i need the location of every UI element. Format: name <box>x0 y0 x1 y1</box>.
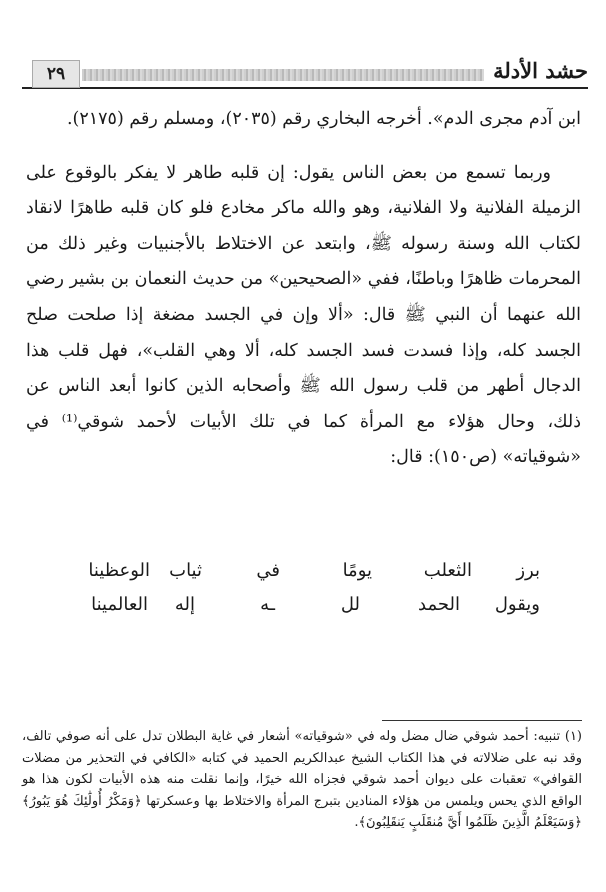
poem-word: يومًا <box>342 560 372 581</box>
poem-line-1 <box>70 560 540 594</box>
poem-line-2 <box>70 594 540 628</box>
poem-word: لل <box>340 594 360 615</box>
page-header <box>22 60 588 90</box>
page-number: ٢٩ <box>32 60 80 88</box>
running-title: حشد الأدلة <box>493 58 588 83</box>
footnote-text: (١) تنبيه: أحمد شوقي ضال مضل وله في «شوقياته» أشعار في غاية البطلان تدل على أنه صوفي تالف، وقد نبه على ضلالاته في هذا الكتاب الشيخ عبدالكريم الحميد في كتابه «الكافي في التحذير من مضلات القوافي» تعقبات على ديوان أحمد شوقي فجزاه الله خيرًا، وإنما نقلت منه هذه الأبيات لكون هذا هو الواقع الذي يحس ويلمس من هؤلاء المنادين بتبرج المرأة والاختلاط بها وعسكرتها ﴿وَمَكْرُ أُولَٰئِكَ هُوَ يَبُورُ﴾ ﴿وَسَيَعْلَمُ الَّذِينَ ظَلَمُوا أَيَّ مُنقَلَبٍ يَنقَلِبُونَ﴾. <box>22 729 582 830</box>
poem-word: برز <box>516 560 540 581</box>
poem-word: ـه <box>260 594 275 615</box>
poem-word: إله <box>174 594 195 615</box>
header-rule <box>22 87 588 89</box>
poem-word: ويقول <box>494 594 540 615</box>
reference-continuation: ابن آدم مجرى الدم». أخرجه البخاري رقم (٢٠٣٥)، ومسلم رقم (٢١٧٥). <box>66 109 581 129</box>
poem-word: الحمد <box>418 594 460 615</box>
body-paragraph: وربما تسمع من بعض الناس يقول: إن قلبه طاهر لا يفكر بالوقوع على الزميلة الفلانية ولا الفلانية، وهو والله ماكر مخادع فلو كان قلبه طاهرًا لانقاد لكتاب الله وسنة رسوله ﷺ، وابتعد عن الاختلاط بالأجنبيات وغير ذلك من المحرمات ظاهرًا وباطنًا، ففي «الصحيحين» من حديث النعمان بن بشير رضي الله عنهما أن النبي ﷺ قال: «ألا وإن في الجسد مضغة إذا صلحت صلح الجسد كله، وإذا فسدت فسد الجسد كله، ألا وهي القلب»، فهل قلب هذا الدجال أطهر من قلب رسول الله ﷺ وأصحابه الذين كانوا أبعد الناس عن ذلك، وحال هؤلاء مع المرأة كما في تلك الأبيات لأحمد شوقي⁽¹⁾ في «شوقياته» (ص١٥٠): قال: <box>26 162 581 468</box>
poem-word: العالمينا <box>91 594 148 615</box>
footnote <box>22 726 582 834</box>
poem-word: في <box>256 560 280 581</box>
poem-word: الوعظينا <box>88 560 150 581</box>
main-text <box>26 102 581 476</box>
poem-word: ثياب <box>169 560 202 581</box>
poem-word: الثعلب <box>423 560 472 581</box>
footnote-separator <box>382 720 582 721</box>
header-ornament-band <box>82 69 484 81</box>
